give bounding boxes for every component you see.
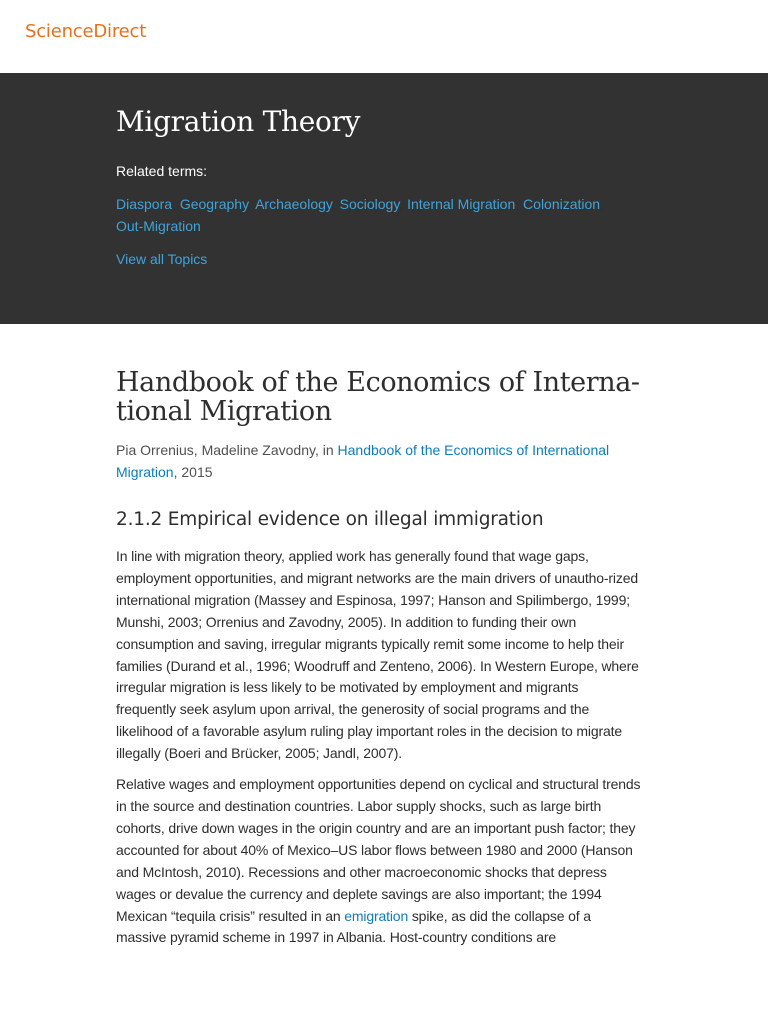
paragraph-1: In line with migration theory, applied work has generally found that wage gaps, employment opportunities, and migrant networks are the main drivers of unautho-rized international migration (Massey and Espinosa, 1997; Hanson and Spilimbergo, 1999; Munshi, 2003; Orrenius and Zavodny, 2005). In addition to funding their own consumption and saving, irregular migrants typically remit some income to help their families (Durand et al., 1996; Woodruff and Zenteno, 2006). In Western Europe, where irregular migration is less likely to be motivated by employment and migrants frequently seek asylum upon arrival, the generosity of social programs and the likelihood of a favorable asylum ruling play important roles in the decision to migrate illegally (Boeri and Brücker, 2005; Jandl, 2007). — [116, 548, 639, 762]
related-terms-label: Related terms: — [116, 163, 208, 179]
byline — [116, 439, 636, 483]
view-all-topics-link[interactable]: View all Topics — [116, 251, 208, 267]
related-term-colonization[interactable]: Colonization — [523, 196, 601, 212]
chapter-title[interactable] — [116, 368, 656, 426]
related-term-geography[interactable]: Geography — [179, 196, 249, 212]
topic-hero — [0, 73, 768, 324]
sciencedirect-logo[interactable]: ScienceDirect — [25, 21, 147, 42]
related-term-diaspora[interactable]: Diaspora — [116, 196, 173, 212]
source-book-link[interactable]: Handbook of the Economics of International Migration — [116, 442, 610, 480]
related-term-internal-migration[interactable]: Internal Migration — [407, 196, 516, 212]
authors: Pia Orrenius, Madeline Zavodny, in — [116, 442, 338, 458]
related-terms-list: Diaspora, Geography, Archaeology, Sociology, Internal Migration, Colonization, Out-Migration — [116, 196, 604, 234]
paragraph-2 — [116, 774, 642, 949]
related-term-out-migration[interactable]: Out-Migration — [116, 218, 201, 234]
article-content — [0, 324, 768, 949]
emigration-link[interactable]: emigration — [344, 907, 409, 924]
related-term-sociology[interactable]: Sociology — [339, 196, 400, 212]
related-term-archaeology[interactable]: Archaeology — [255, 196, 332, 212]
chapter-title-line2: tional Migration — [116, 396, 332, 427]
chapter-title-line1: Handbook of the Economics of Interna- — [116, 367, 640, 398]
publication-year: , 2015 — [173, 464, 213, 480]
section-heading: 2.1.2 Empirical evidence on illegal immigration — [116, 509, 544, 530]
topic-title: Migration Theory — [116, 105, 361, 138]
paragraph-2-text-b: spike, as did the collapse of a massive pyramid scheme in 1997 in Albania. Host-country conditions are — [116, 907, 591, 946]
top-bar — [0, 0, 768, 73]
paragraph-2-text-a: Relative wages and employment opportunities depend on cyclical and structural trends in the source and destination countries. Labor supply shocks, such as large birth cohorts, drive down wages in the origin country and are an important push factor; they accounted for about 40% of Mexico–US labor flows between 1980 and 2000 (Hanson and McIntosh, 2010). Recessions and other macroeconomic shocks that depress wages or devalue the currency and deplete savings are also important; the 1994 Mexican “tequila crisis” resulted in an — [116, 776, 641, 924]
